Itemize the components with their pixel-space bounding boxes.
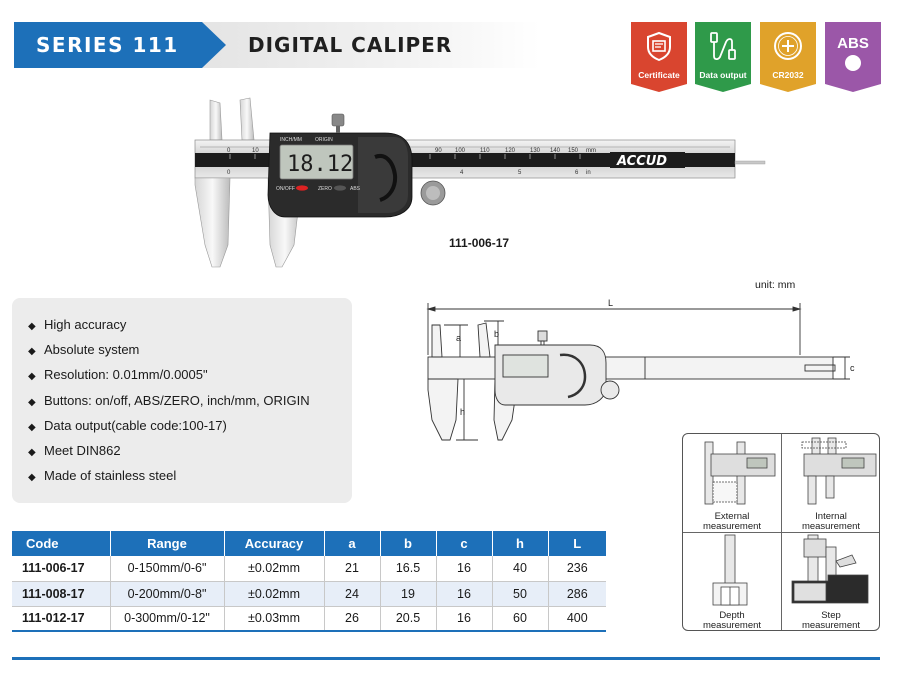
- internal-measurement-illustration: [782, 434, 880, 509]
- step-measurement: [782, 533, 880, 631]
- measurement-caption-line1: External: [714, 511, 750, 522]
- measurement-panel: [682, 433, 880, 631]
- cell-c: 16: [436, 606, 492, 631]
- measurement-caption-line2: measurement: [801, 521, 861, 532]
- data-output-badge: [695, 22, 751, 92]
- on-off-button: [296, 185, 308, 190]
- unit-label: unit: mm: [755, 279, 796, 291]
- cell-accuracy: ±0.02mm: [224, 556, 324, 581]
- cell-a: 26: [324, 606, 380, 631]
- brand-logo: ACCUD: [617, 154, 668, 169]
- column-header: h: [492, 531, 548, 556]
- dim-label-h: h: [460, 407, 466, 417]
- scale-label: 140: [550, 148, 561, 154]
- feature-item: ◆ High accuracy: [28, 312, 352, 337]
- dim-label-a: a: [456, 333, 462, 343]
- dim-label-c: c: [850, 363, 855, 373]
- cell-h: 40: [492, 556, 548, 581]
- diamond-bullet-icon: ◆: [28, 371, 36, 383]
- feature-item: ◆ Absolute system: [28, 337, 352, 362]
- cell-c: 16: [436, 581, 492, 606]
- table-row: [12, 606, 606, 631]
- certificate-badge: [631, 22, 687, 92]
- origin-label: ORIGIN: [315, 137, 333, 143]
- column-header: b: [380, 531, 436, 556]
- cell-b: 19: [380, 581, 436, 606]
- feature-item: ◆ Data output(cable code:100-17): [28, 413, 352, 438]
- cell-accuracy: ±0.02mm: [224, 581, 324, 606]
- table-header-row: [12, 531, 606, 556]
- depth-measurement-illustration: [683, 533, 781, 608]
- measurement-caption-line1: Depth: [719, 610, 745, 621]
- measurement-caption-line2: measurement: [702, 521, 762, 532]
- certificate-icon: [631, 30, 687, 62]
- measurement-caption-line1: Internal: [815, 511, 847, 522]
- battery-label: CR2032: [772, 70, 804, 80]
- dimension-diagram: [420, 295, 890, 445]
- cell-c: 16: [436, 556, 492, 581]
- internal-measurement: [782, 434, 880, 532]
- dot-icon: [825, 52, 881, 84]
- lcd-readout: 18.12: [287, 152, 354, 177]
- spec-table: [12, 531, 606, 632]
- dim-label-b: b: [494, 329, 500, 339]
- table-row: [12, 581, 606, 606]
- cell-b: 16.5: [380, 556, 436, 581]
- page-title: DIGITAL CALIPER: [248, 33, 453, 57]
- scale-label: 10: [252, 148, 259, 154]
- column-header: L: [548, 531, 606, 556]
- feature-list-box: [12, 298, 352, 503]
- zero-label: ZERO: [318, 186, 332, 192]
- diamond-bullet-icon: ◆: [28, 396, 36, 408]
- abs-badge: [825, 22, 881, 92]
- cell-l: 400: [548, 606, 606, 631]
- scale-label: 110: [480, 148, 490, 154]
- cell-l: 236: [548, 556, 606, 581]
- scale-label: 6: [575, 170, 579, 176]
- cell-code: 111-008-17: [12, 581, 110, 606]
- battery-icon: [760, 30, 816, 62]
- cell-a: 21: [324, 556, 380, 581]
- cable-icon: [695, 30, 751, 62]
- column-header: a: [324, 531, 380, 556]
- feature-item: ◆ Meet DIN862: [28, 438, 352, 463]
- depth-measurement: [683, 533, 781, 631]
- data-output-label: Data output: [699, 70, 747, 80]
- measurement-caption-line1: Step: [821, 610, 841, 621]
- column-header: Accuracy: [224, 531, 324, 556]
- battery-badge: [760, 22, 816, 92]
- table-row: [12, 556, 606, 581]
- scale-label: in: [586, 170, 591, 176]
- abs-button-label: ABS: [350, 186, 361, 192]
- diamond-bullet-icon: ◆: [28, 421, 36, 433]
- certificate-label: Certificate: [638, 70, 680, 80]
- step-measurement-illustration: [782, 533, 880, 608]
- cell-b: 20.5: [380, 606, 436, 631]
- cell-l: 286: [548, 581, 606, 606]
- series-label: SERIES 111: [36, 33, 179, 57]
- diamond-bullet-icon: ◆: [28, 321, 36, 332]
- cell-h: 60: [492, 606, 548, 631]
- series-tag: [14, 22, 226, 68]
- dim-label-l: L: [608, 298, 614, 308]
- scale-label: 130: [530, 148, 541, 154]
- zero-button: [334, 185, 346, 190]
- on-off-label: ON/OFF: [276, 186, 295, 192]
- abs-label: ABS: [837, 35, 869, 52]
- scale-label: 150: [568, 148, 579, 154]
- scale-label: 0: [227, 170, 231, 176]
- feature-item: ◆ Made of stainless steel: [28, 463, 352, 488]
- cell-accuracy: ±0.03mm: [224, 606, 324, 631]
- measurement-caption-line2: measurement: [801, 620, 861, 631]
- external-measurement-illustration: [683, 434, 781, 509]
- scale-label: 4: [460, 170, 464, 176]
- feature-list: [28, 312, 352, 488]
- photo-caption: 111-006-17: [449, 236, 510, 250]
- diamond-bullet-icon: ◆: [28, 472, 36, 484]
- scale-label: 0: [227, 148, 231, 154]
- cell-range: 0-200mm/0-8": [110, 581, 224, 606]
- measurement-caption-line2: measurement: [702, 620, 762, 631]
- cell-range: 0-300mm/0-12": [110, 606, 224, 631]
- column-header: Code: [12, 531, 110, 556]
- column-header: Range: [110, 531, 224, 556]
- cell-range: 0-150mm/0-6": [110, 556, 224, 581]
- diamond-bullet-icon: ◆: [28, 346, 36, 358]
- scale-label: 90: [435, 148, 442, 154]
- external-measurement: [683, 434, 781, 532]
- feature-item: ◆ Resolution: 0.01mm/0.0005": [28, 362, 352, 387]
- inch-mm-label: INCH/MM: [280, 137, 302, 143]
- scale-label: 120: [505, 148, 516, 154]
- cell-a: 24: [324, 581, 380, 606]
- cell-h: 50: [492, 581, 548, 606]
- scale-label: 100: [455, 148, 466, 154]
- scale-label: 5: [518, 170, 522, 176]
- scale-label: mm: [586, 148, 596, 154]
- cell-code: 111-012-17: [12, 606, 110, 631]
- cell-code: 111-006-17: [12, 556, 110, 581]
- footer-divider: [12, 657, 880, 660]
- feature-item: ◆ Buttons: on/off, ABS/ZERO, inch/mm, ORIGIN: [28, 388, 352, 413]
- diamond-bullet-icon: ◆: [28, 446, 36, 458]
- column-header: c: [436, 531, 492, 556]
